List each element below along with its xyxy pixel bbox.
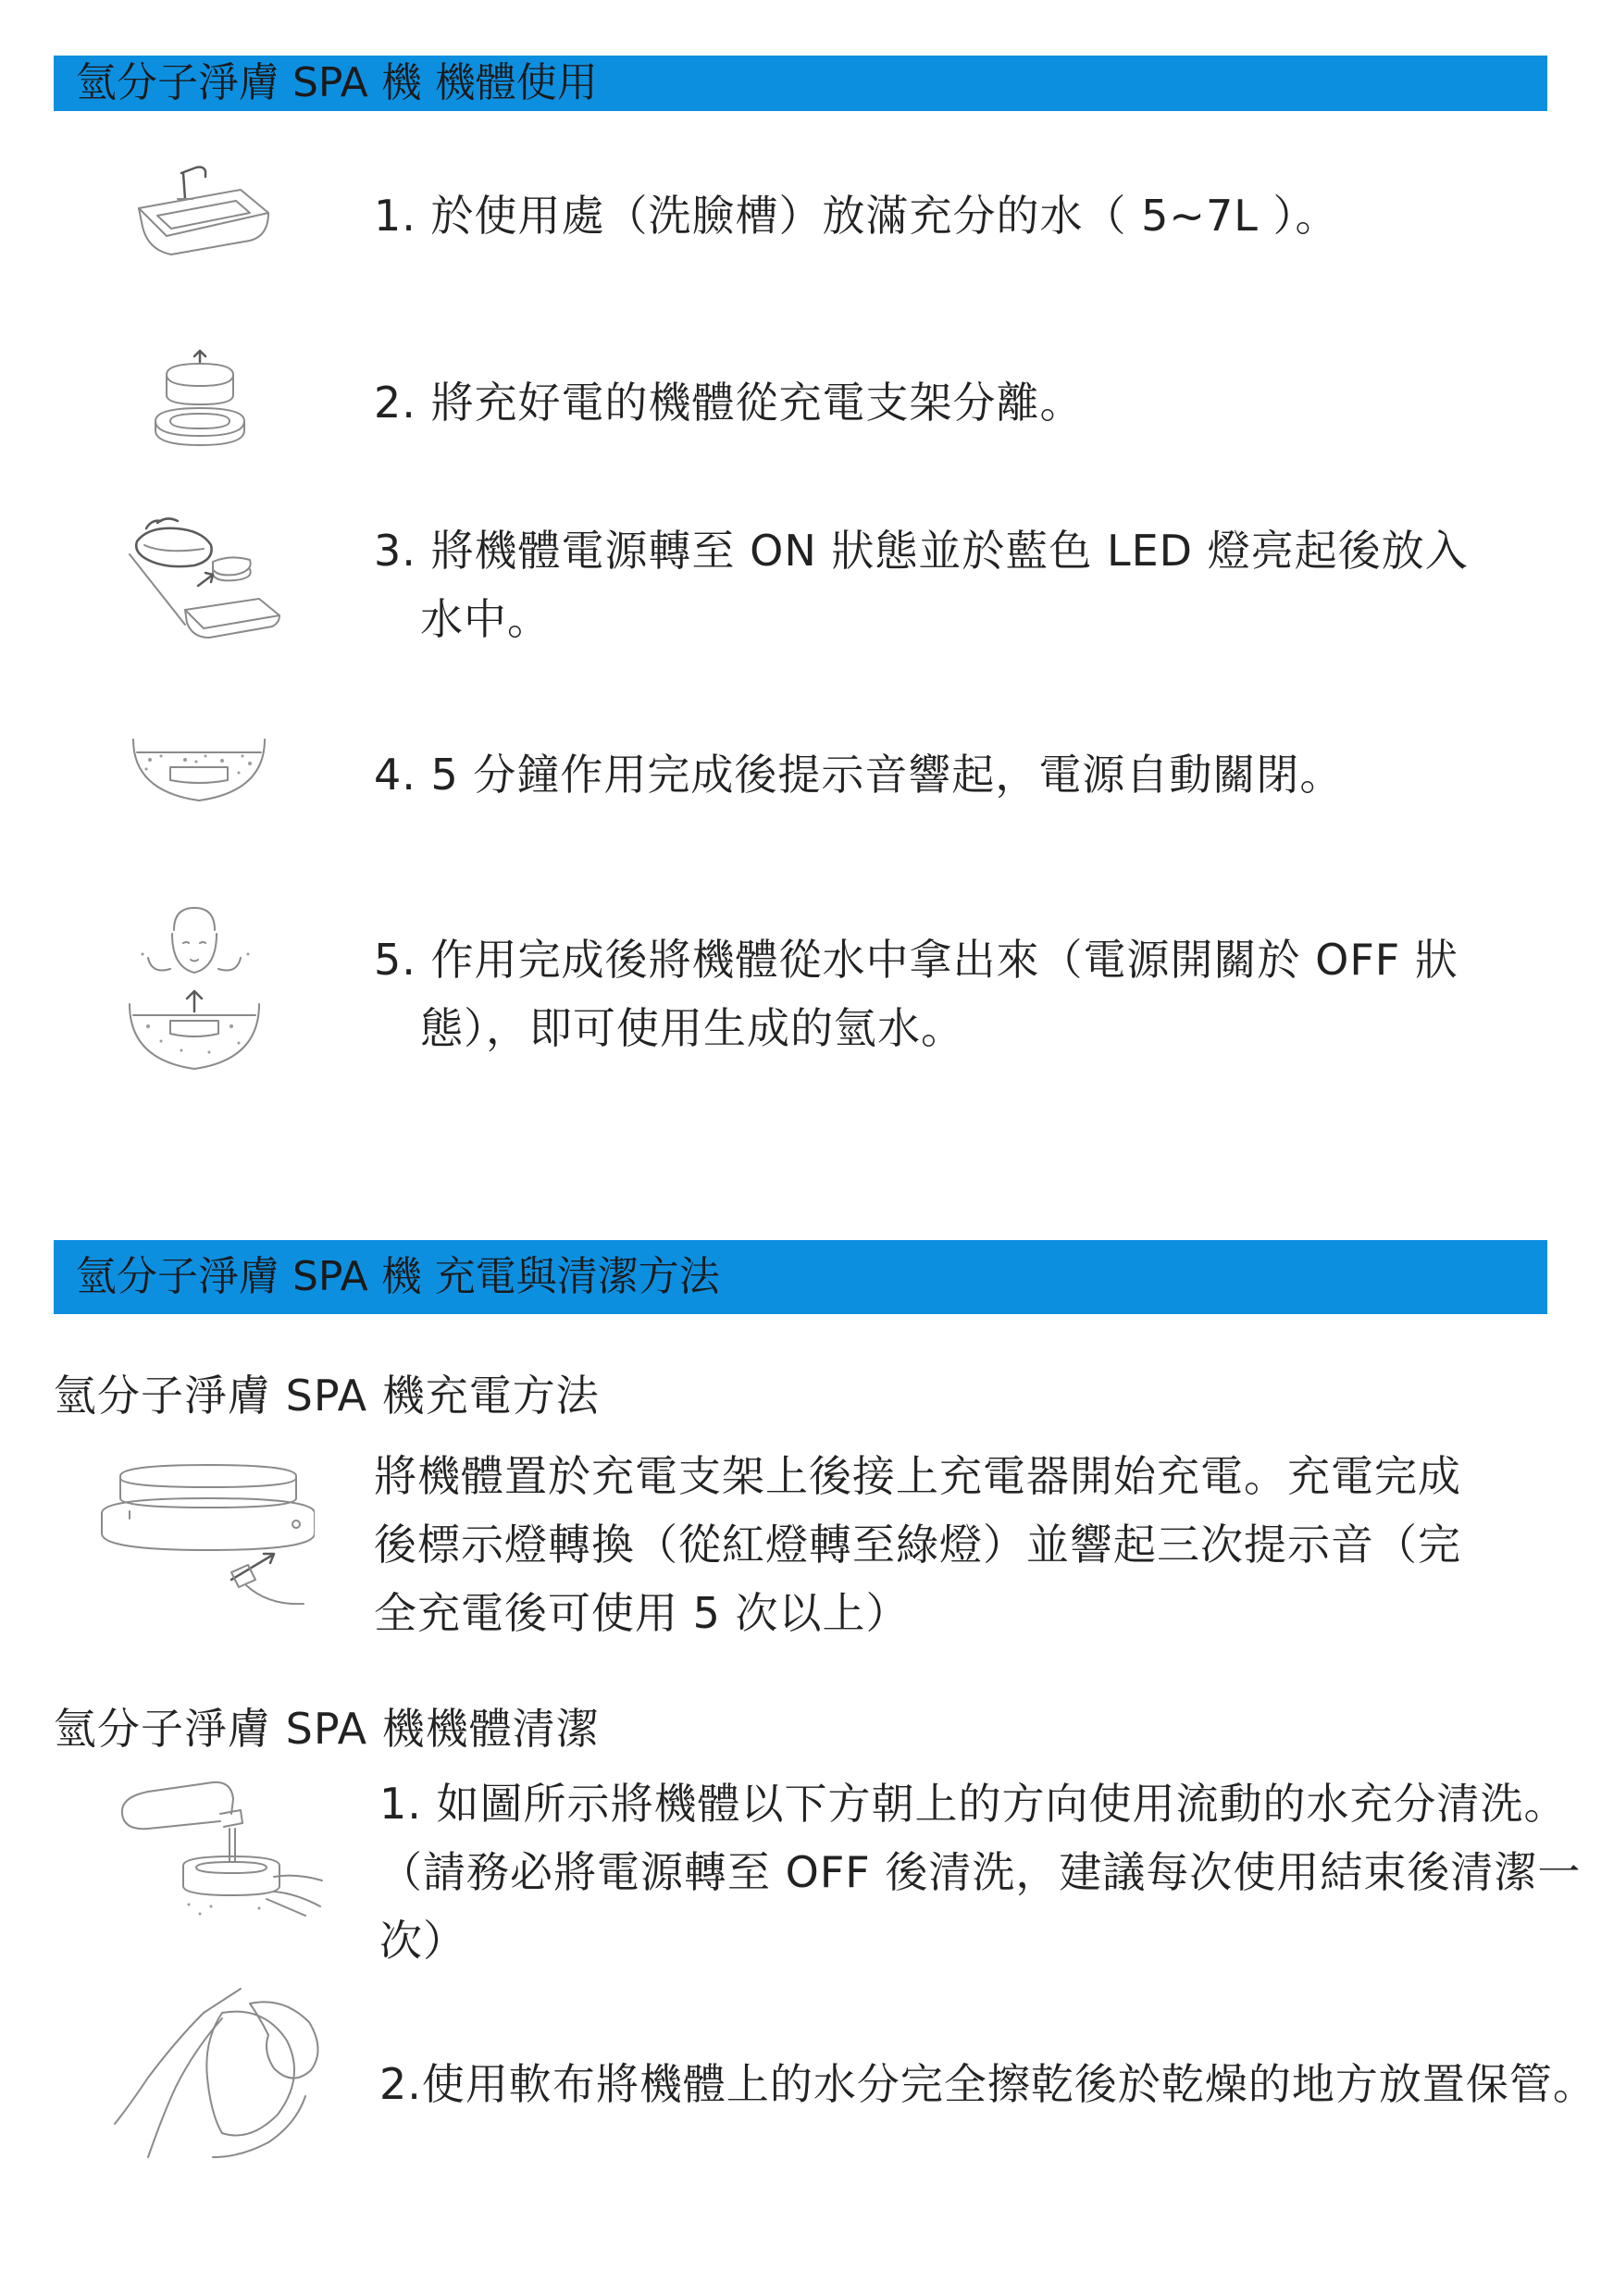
section-usage-title: 氫分子淨膚 SPA 機 機體使用 — [76, 59, 598, 106]
cleaning-step-2 — [379, 2050, 1596, 2118]
cleaning-step-1-line-3: 次） — [379, 1916, 466, 1966]
device-in-water-icon — [130, 736, 268, 805]
cleaning-heading-text: 氫分子淨膚 SPA 機機體清潔 — [54, 1704, 600, 1754]
cleaning-step-2-text: 2.使用軟布將機體上的水分完全擦乾後於乾燥的地方放置保管。 — [379, 2059, 1596, 2109]
usage-step-2-text: 2. 將充好電的機體從充電支架分離。 — [374, 378, 1084, 428]
cloth-wipe-icon — [111, 1985, 333, 2161]
face-washing-icon — [120, 902, 268, 1078]
sink-icon — [130, 162, 278, 273]
charging-line-3: 全充電後可使用 5 次以上） — [374, 1588, 910, 1638]
cleaning-heading — [54, 1701, 600, 1756]
usage-step-5 — [374, 925, 1549, 1062]
usage-step-4 — [374, 740, 1549, 809]
usage-step-5-line1: 5. 作用完成後將機體從水中拿出來（電源開關於 OFF 狀 — [374, 935, 1458, 985]
section-charging-cleaning-title: 氫分子淨膚 SPA 機 充電與清潔方法 — [76, 1253, 720, 1300]
cleaning-step-1-line-2: （請務必將電源轉至 OFF 後清洗，建議每次使用結束後清潔一 — [379, 1847, 1582, 1897]
cleaning-step-1-line-1: 1. 如圖所示將機體以下方朝上的方向使用流動的水充分清洗。 — [379, 1779, 1568, 1829]
charging-method-heading — [54, 1368, 600, 1423]
usage-step-4-text: 4. 5 分鐘作用完成後提示音響起，電源自動關閉。 — [374, 750, 1344, 800]
usage-step-1 — [374, 181, 1549, 250]
charging-line-1: 將機體置於充電支架上後接上充電器開始充電。充電完成 — [374, 1451, 1461, 1501]
usage-step-3-line2: 水中。 — [420, 594, 551, 644]
cleaning-step-1 — [379, 1769, 1581, 1975]
charging-stand-icon — [148, 347, 259, 453]
faucet-rinse-icon — [111, 1777, 324, 1934]
charging-line-2: 後標示燈轉換（從紅燈轉至綠燈）並響起三次提示音（完 — [374, 1520, 1461, 1570]
usage-step-3-line1: 3. 將機體電源轉至 ON 狀態並於藍色 LED 燈亮起後放入 — [374, 526, 1469, 576]
usage-step-5-line2: 態），即可使用生成的氫水。 — [420, 1003, 964, 1053]
hand-power-on-icon — [120, 514, 287, 652]
charging-method-heading-text: 氫分子淨膚 SPA 機充電方法 — [54, 1371, 600, 1421]
usage-step-3 — [374, 516, 1549, 653]
usage-step-2 — [374, 368, 1549, 437]
section-usage-banner — [54, 56, 1547, 111]
charger-plug-icon — [93, 1458, 315, 1610]
charging-method-paragraph — [374, 1442, 1461, 1647]
section-charging-cleaning-banner — [54, 1240, 1547, 1314]
usage-step-1-text: 1. 於使用處（洗臉槽）放滿充分的水（ 5~7L ）。 — [374, 191, 1339, 241]
